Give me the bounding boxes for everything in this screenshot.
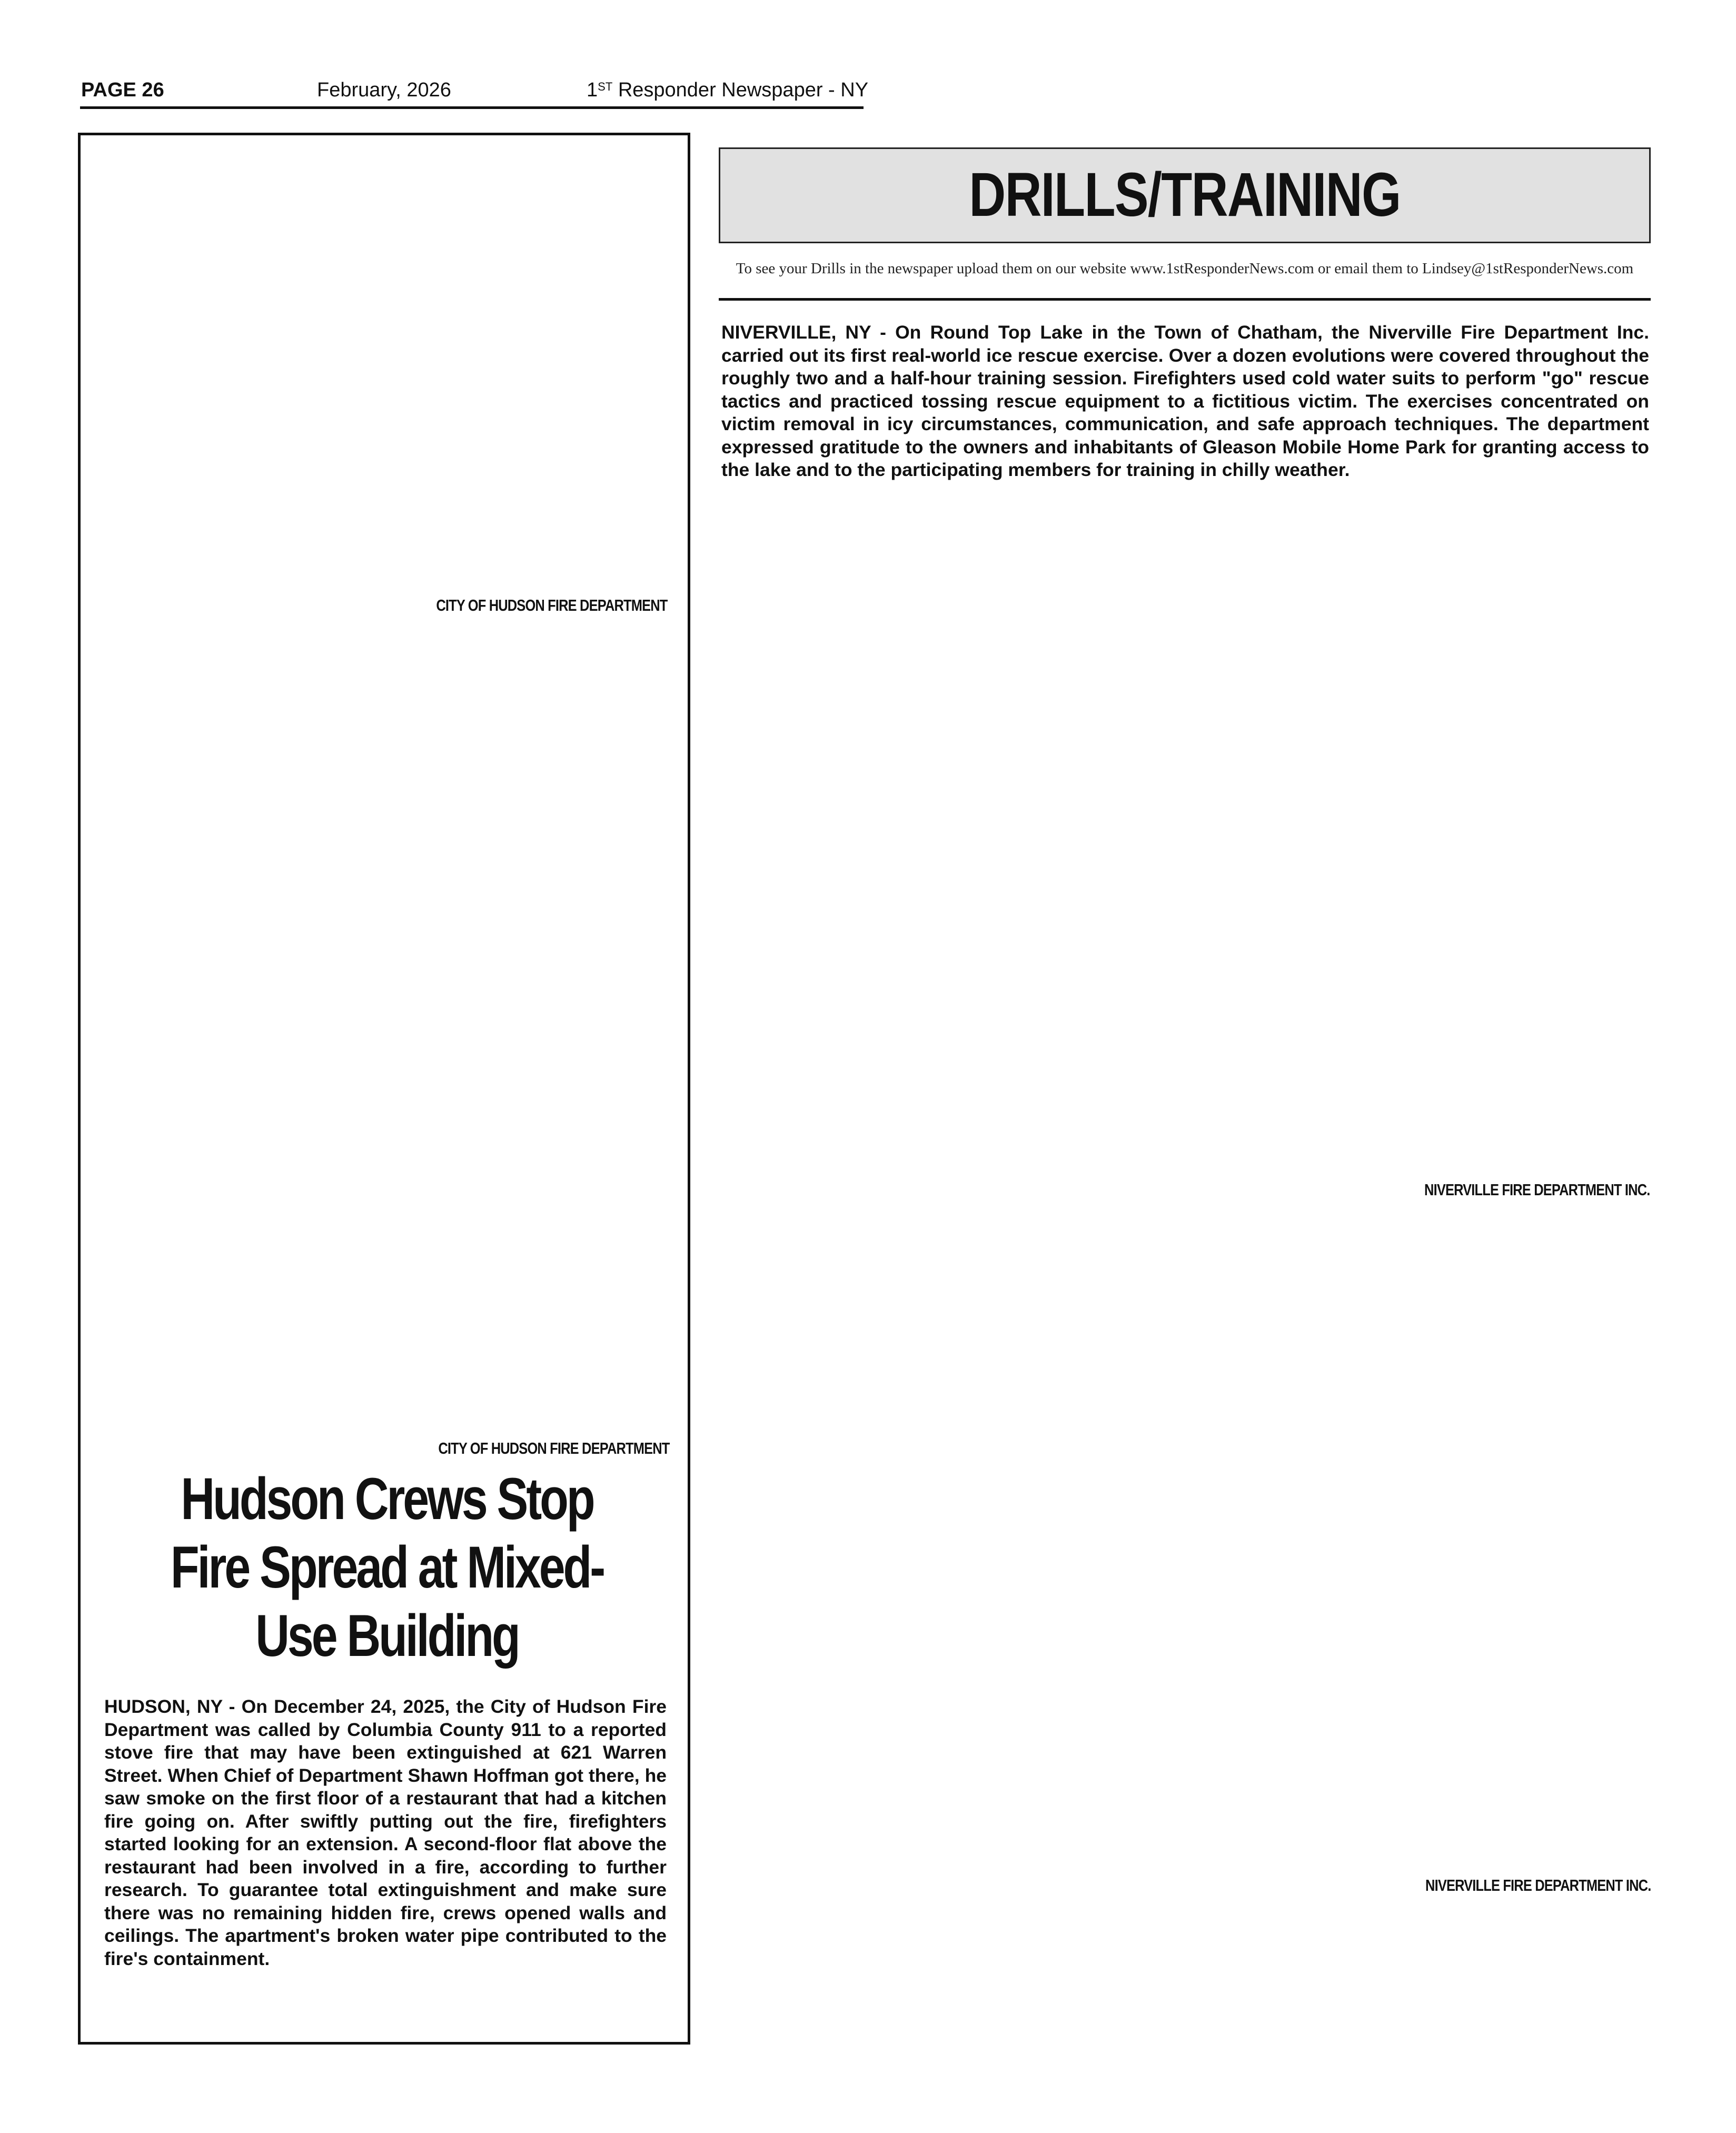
photo-credit-hudson-2: CITY OF HUDSON FIRE DEPARTMENT: [438, 1439, 669, 1457]
photo-credit-niverville-1: NIVERVILLE FIRE DEPARTMENT INC.: [1424, 1180, 1650, 1199]
hudson-headline: Hudson Crews Stop Fire Spread at Mixed-Use Building: [170, 1466, 604, 1669]
note-rule: [719, 298, 1651, 301]
niverville-article-body: NIVERVILLE, NY - On Round Top Lake in the Town of Chatham, the Niverville Fire Department Inc. carried out its first real-world ice rescue exercise. Over a dozen evolutions were covered throughout the roughly two and a half-hour training session. Firefighters used cold water suits to perform "go" rescue tactics and practiced tossing rescue equipment to a fictitious victim. The exercises concentrated on victim removal in icy circumstances, communication, and safe approach techniques. The department expressed gratitude to the owners and inhabitants of Gleason Mobile Home Park for granting access to the lake and to the participating members for training in chilly weather.: [721, 322, 1649, 480]
section-title: DRILLS/TRAINING: [969, 160, 1401, 230]
paper-superscript: ST: [598, 80, 613, 93]
hudson-article-body: HUDSON, NY - On December 24, 2025, the City of Hudson Fire Department was called by Columbia County 911 to a reported stove fire that may have been extinguished at 621 Warren Street. When Chief of Department Shawn Hoffman got there, he saw smoke on the first floor of a restaurant that had a kitchen fire going on. After swiftly putting out the fire, firefighters started looking for an extension. A second-floor flat above the restaurant had been involved in a fire, according to further research. To guarantee total extinguishment and make sure there was no remaining hidden fire, crews opened walls and ceilings. The apartment's broken water pipe contributed to the fire's containment.: [104, 1696, 667, 1969]
issue-date: February, 2026: [317, 79, 451, 101]
header-rule: [80, 106, 864, 109]
photo-credit-hudson-1: CITY OF HUDSON FIRE DEPARTMENT: [435, 596, 667, 614]
photo-credit-niverville-2: NIVERVILLE FIRE DEPARTMENT INC.: [1425, 1876, 1651, 1894]
newspaper-name: [587, 79, 868, 102]
page-number: PAGE 26: [81, 79, 164, 101]
upload-note: To see your Drills in the newspaper upload them on our website www.1stResponderNews.com or email them to Lindsey@1stResponderNews.com: [736, 260, 1634, 277]
paper-name-text: Responder Newspaper - NY: [612, 79, 869, 101]
paper-prefix: 1: [587, 79, 598, 101]
